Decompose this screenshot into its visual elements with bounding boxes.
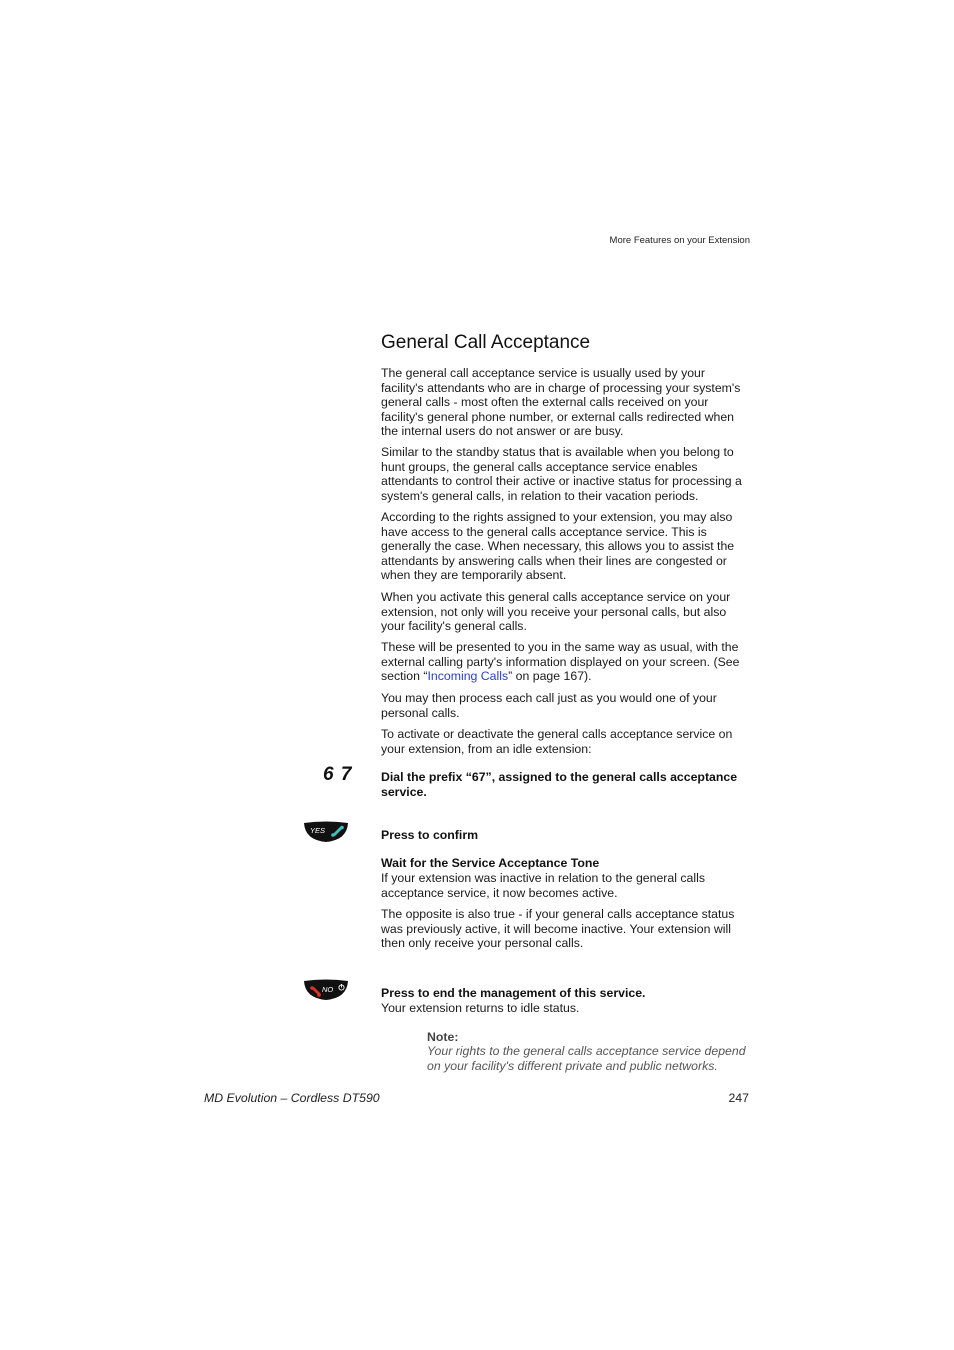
step-dial-prefix: Dial the prefix “67”, assigned to the general calls acceptance service.: [381, 770, 738, 799]
intro-paragraph-6: You may then process each call just as you would one of your personal calls.: [381, 691, 717, 720]
step-idle-status: Your extension returns to idle status.: [381, 1001, 580, 1015]
incoming-calls-link[interactable]: Incoming Calls: [427, 669, 509, 684]
step-press-end: Press to end the management of this service.: [381, 986, 646, 1000]
note-label: Note:: [427, 1030, 459, 1044]
yes-key: [303, 821, 349, 843]
intro-paragraph-4: When you activate this general calls acceptance service on your extension, not only will you receive your personal calls, but also your facility's general calls.: [381, 590, 731, 634]
intro-paragraph-1: The general call acceptance service is usually used by your facility's attendants who are in charge of processing your system's general calls - most often the external calls received on your facility's general phone number, or external calls redirected when the internal users do not answer or are busy.: [381, 366, 741, 439]
intro-paragraph-5: [381, 640, 751, 684]
intro-paragraph-2: Similar to the standby status that is available when you belong to hunt groups, the general calls acceptance service enables attendants to control their active or inactive status for processing a system's general calls, in relation to their vacation periods.: [381, 445, 742, 503]
yes-key-label: YES: [310, 826, 326, 835]
step-wait-tone-text-2: The opposite is also true - if your general calls acceptance status was previously active, it will become inactive. Your extension will then only receive your personal calls.: [381, 907, 735, 951]
no-key-label: NO: [322, 985, 334, 994]
page-number: 247: [728, 1091, 749, 1105]
paragraph-text: ” on page 167).: [508, 669, 592, 684]
dial-prefix-digits: 6 7: [323, 764, 353, 785]
step-wait-tone-text-1: If your extension was inactive in relation to the general calls acceptance service, it now becomes active.: [381, 871, 705, 900]
page-title: General Call Acceptance: [381, 332, 591, 353]
step-press-confirm: Press to confirm: [381, 828, 479, 842]
step-wait-tone-heading: Wait for the Service Acceptance Tone: [381, 856, 600, 870]
intro-paragraph-7: To activate or deactivate the general calls acceptance service on your extension, from an idle extension:: [381, 727, 733, 756]
paragraph-text: These will be presented to you in the same way as usual, with the external calling party's information displayed on your screen. (See section “: [381, 640, 740, 684]
running-header: More Features on your Extension: [609, 235, 750, 246]
note-text: Your rights to the general calls acceptance service depend on your facility's different private and public networks.: [427, 1044, 746, 1073]
intro-paragraph-3: According to the rights assigned to your extension, you may also have access to the general calls acceptance service. This is generally the case. When necessary, this allows you to assist the attendants by answering calls when their lines are congested or when they are temporarily absent.: [381, 510, 735, 583]
no-key: [303, 979, 349, 1001]
footer-document-title: MD Evolution – Cordless DT590: [204, 1091, 380, 1105]
